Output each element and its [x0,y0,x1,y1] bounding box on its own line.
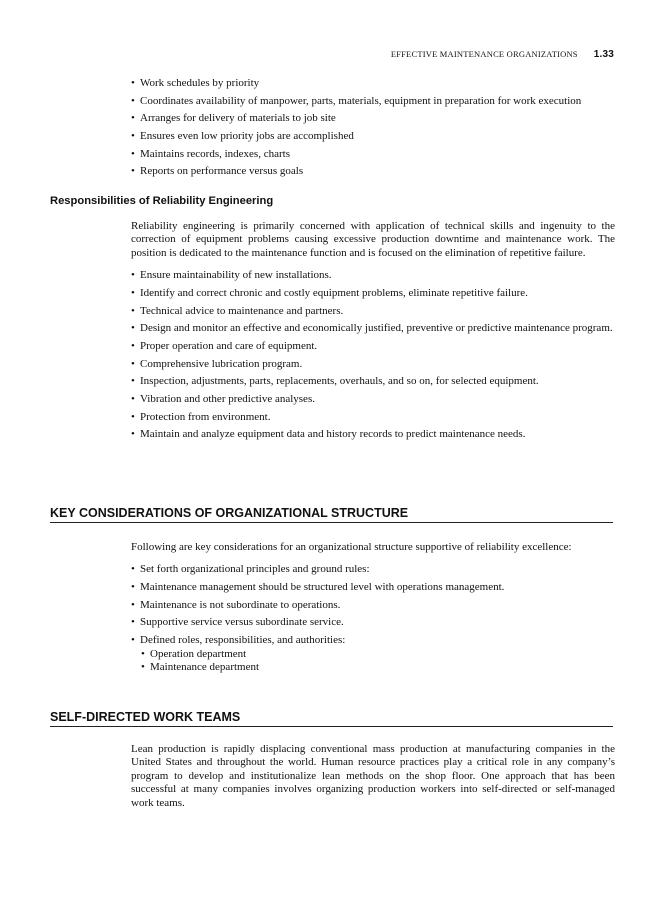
list-item: • Maintains records, indexes, charts [131,148,615,161]
list-item: • Work schedules by priority [131,77,615,90]
list-item: • Technical advice to maintenance and partners. [131,305,615,318]
list-item: • Protection from environment. [131,411,615,424]
running-head [391,49,614,60]
top-bullet-list-block [131,77,615,183]
self-directed-section [131,743,615,810]
page-number: 1.33 [593,49,614,60]
list-item: • Inspection, adjustments, parts, replacements, overhauls, and so on, for selected equipment. [131,375,615,388]
self-directed-heading: SELF-DIRECTED WORK TEAMS [50,710,613,727]
sub-list-item: • Maintenance department [141,661,615,674]
list-item: • Ensure maintainability of new installations. [131,269,615,282]
list-item: • Set forth organizational principles and ground rules: [131,563,615,576]
key-considerations-intro: Following are key considerations for an organizational structure supportive of reliability excellence: [131,541,572,553]
list-item: • Identify and correct chronic and costly equipment problems, eliminate repetitive failure. [131,287,615,300]
top-bullet-list [131,77,615,178]
list-item-text: Defined roles, responsibilities, and authorities: [140,634,346,647]
list-item: • Maintenance is not subordinate to operations. [131,599,615,612]
reliability-list [131,269,615,441]
list-item: • Vibration and other predictive analyses. [131,393,615,406]
list-item: • Supportive service versus subordinate service. [131,616,615,629]
list-item [131,634,615,674]
sub-list-item: • Operation department [141,648,615,661]
reliability-heading: Responsibilities of Reliability Engineering [50,195,274,207]
list-item: • Maintenance management should be structured level with operations management. [131,581,615,594]
running-title: EFFECTIVE MAINTENANCE ORGANIZATIONS [390,49,578,59]
list-item: • Proper operation and care of equipment. [131,340,615,353]
list-item: • Comprehensive lubrication program. [131,358,615,371]
self-directed-paragraph: Lean production is rapidly displacing conventional mass production at manufacturing companies in the United States and throughout the world. Human resource practices play a critical role in any company’s program to develop and institutionalize lean methods on the shop floor. One approach that has been successful at many companies involves organizing production workers into self-directed or self-managed work teams. [131,743,615,809]
list-item: • Maintain and analyze equipment data and history records to predict maintenance needs. [131,428,615,441]
sub-bullet-list [141,648,615,674]
key-considerations-section [131,541,615,674]
list-item: • Coordinates availability of manpower, parts, materials, equipment in preparation for work execution [131,95,615,108]
key-considerations-heading: KEY CONSIDERATIONS OF ORGANIZATIONAL STRUCTURE [50,506,613,523]
list-item: • Arranges for delivery of materials to job site [131,112,615,125]
reliability-paragraph: Reliability engineering is primarily concerned with application of technical skills and ingenuity to the correction of equipment problems causing excessive production downtime and maintenance work. The position is dedicated to the maintenance function and is focused on the elimination of repetitive failure. [131,220,615,259]
list-item: • Reports on performance versus goals [131,165,615,178]
list-item: • Ensures even low priority jobs are accomplished [131,130,615,143]
key-considerations-list [131,563,615,674]
list-item: • Design and monitor an effective and economically justified, preventive or predictive maintenance program. [131,322,615,335]
reliability-section [131,220,615,446]
